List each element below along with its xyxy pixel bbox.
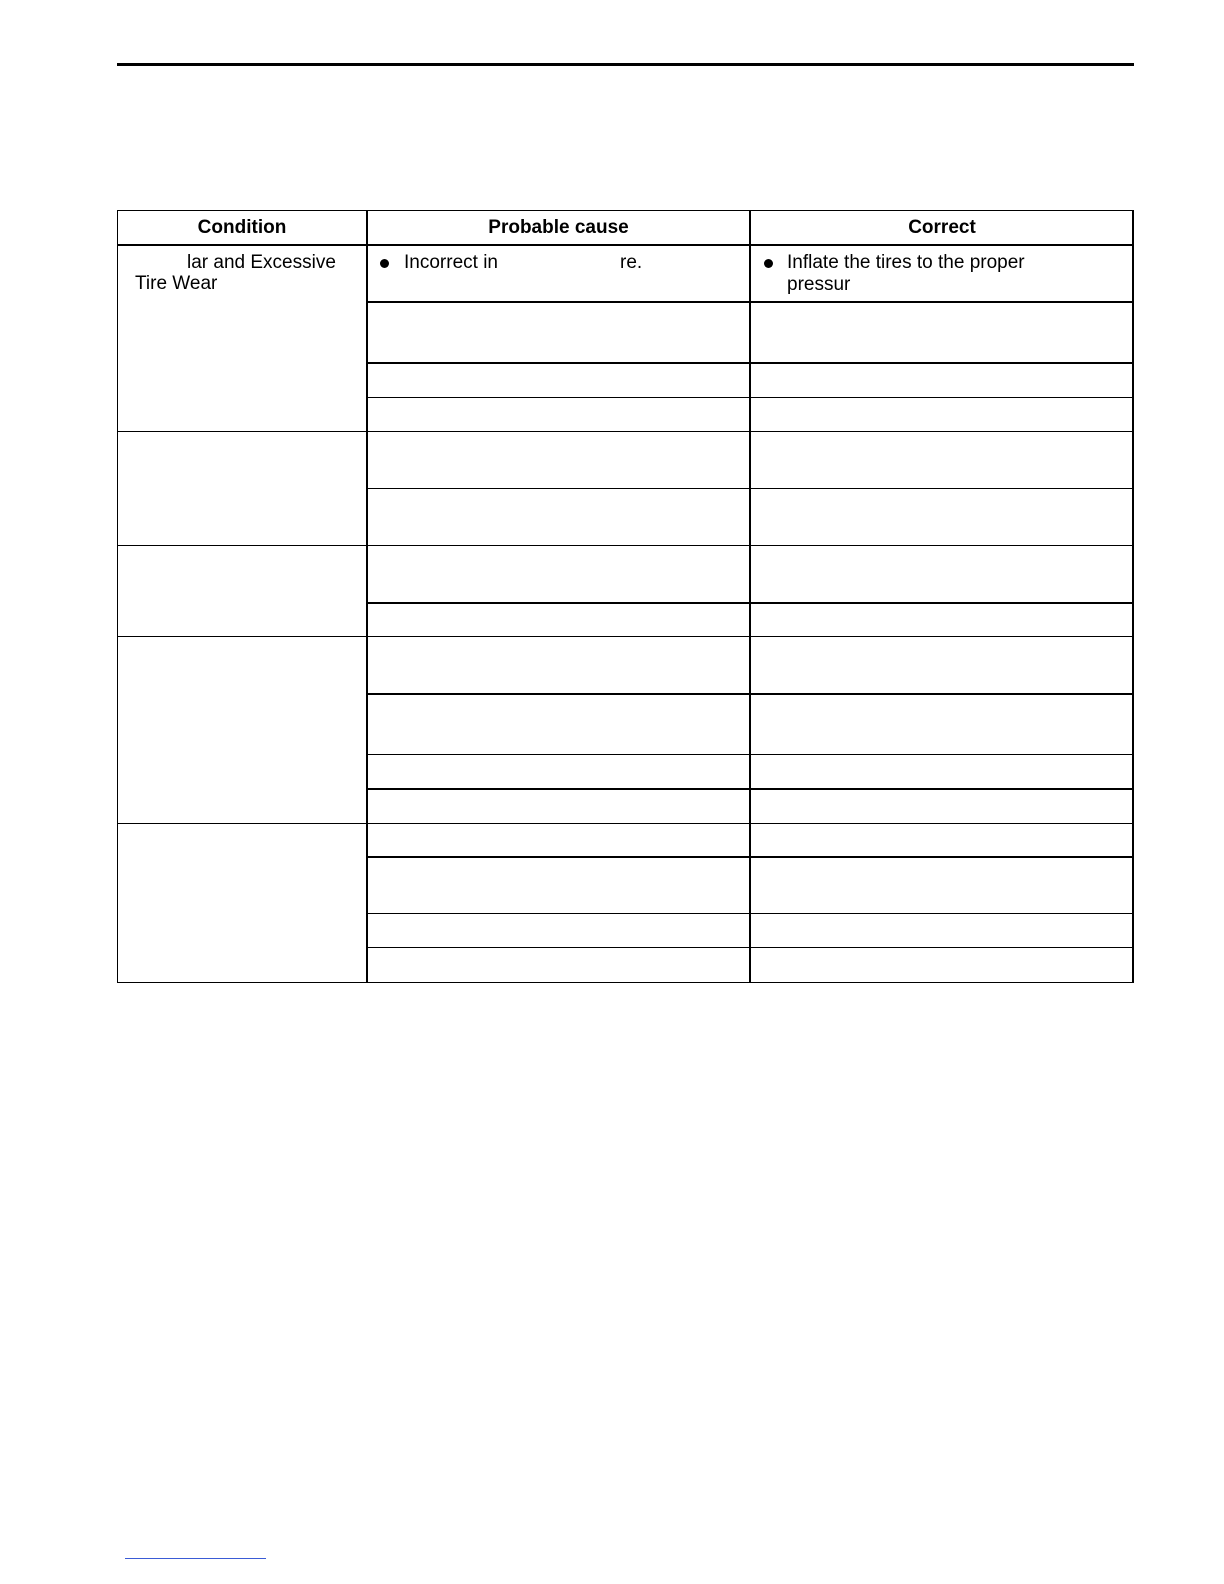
- header-condition: Condition: [197, 216, 287, 238]
- row-divider: [367, 362, 1134, 364]
- bullet-icon: [764, 259, 773, 268]
- row-divider: [367, 788, 1134, 790]
- header-correct: Correct: [908, 216, 976, 238]
- group-divider: [117, 823, 1134, 824]
- cause-text-part2: re.: [620, 252, 643, 273]
- cause-text-part1: Incorrect in: [404, 252, 498, 273]
- group-divider: [117, 545, 1134, 546]
- group-divider: [117, 431, 1134, 432]
- column-divider-cause: [749, 210, 751, 983]
- row-divider: [367, 301, 1134, 303]
- condition-text-line2: Tire Wear: [135, 273, 218, 294]
- row-divider: [367, 856, 1134, 858]
- header-probable-cause: Probable cause: [488, 216, 629, 238]
- footer-link-underline[interactable]: [125, 1558, 266, 1559]
- column-divider-condition: [366, 210, 368, 983]
- row-divider: [367, 397, 1134, 398]
- row-divider: [367, 602, 1134, 604]
- row-divider: [367, 693, 1134, 695]
- group-divider: [117, 636, 1134, 637]
- row-divider: [367, 488, 1134, 489]
- page-top-rule: [117, 63, 1134, 66]
- table-right-border: [1132, 210, 1134, 983]
- table-top-border: [117, 210, 1134, 211]
- row-divider: [367, 947, 1134, 948]
- row-divider: [367, 754, 1134, 755]
- row-divider: [367, 913, 1134, 914]
- bullet-icon: [380, 259, 389, 268]
- header-bottom-border: [117, 244, 1134, 246]
- table-bottom-border: [117, 982, 1134, 983]
- condition-text-line1: lar and Excessive: [187, 252, 336, 273]
- correct-text-line1: Inflate the tires to the proper: [787, 252, 1025, 273]
- table-left-border: [117, 210, 118, 983]
- correct-text-line2: pressur: [787, 274, 851, 295]
- troubleshooting-table: [117, 210, 1134, 983]
